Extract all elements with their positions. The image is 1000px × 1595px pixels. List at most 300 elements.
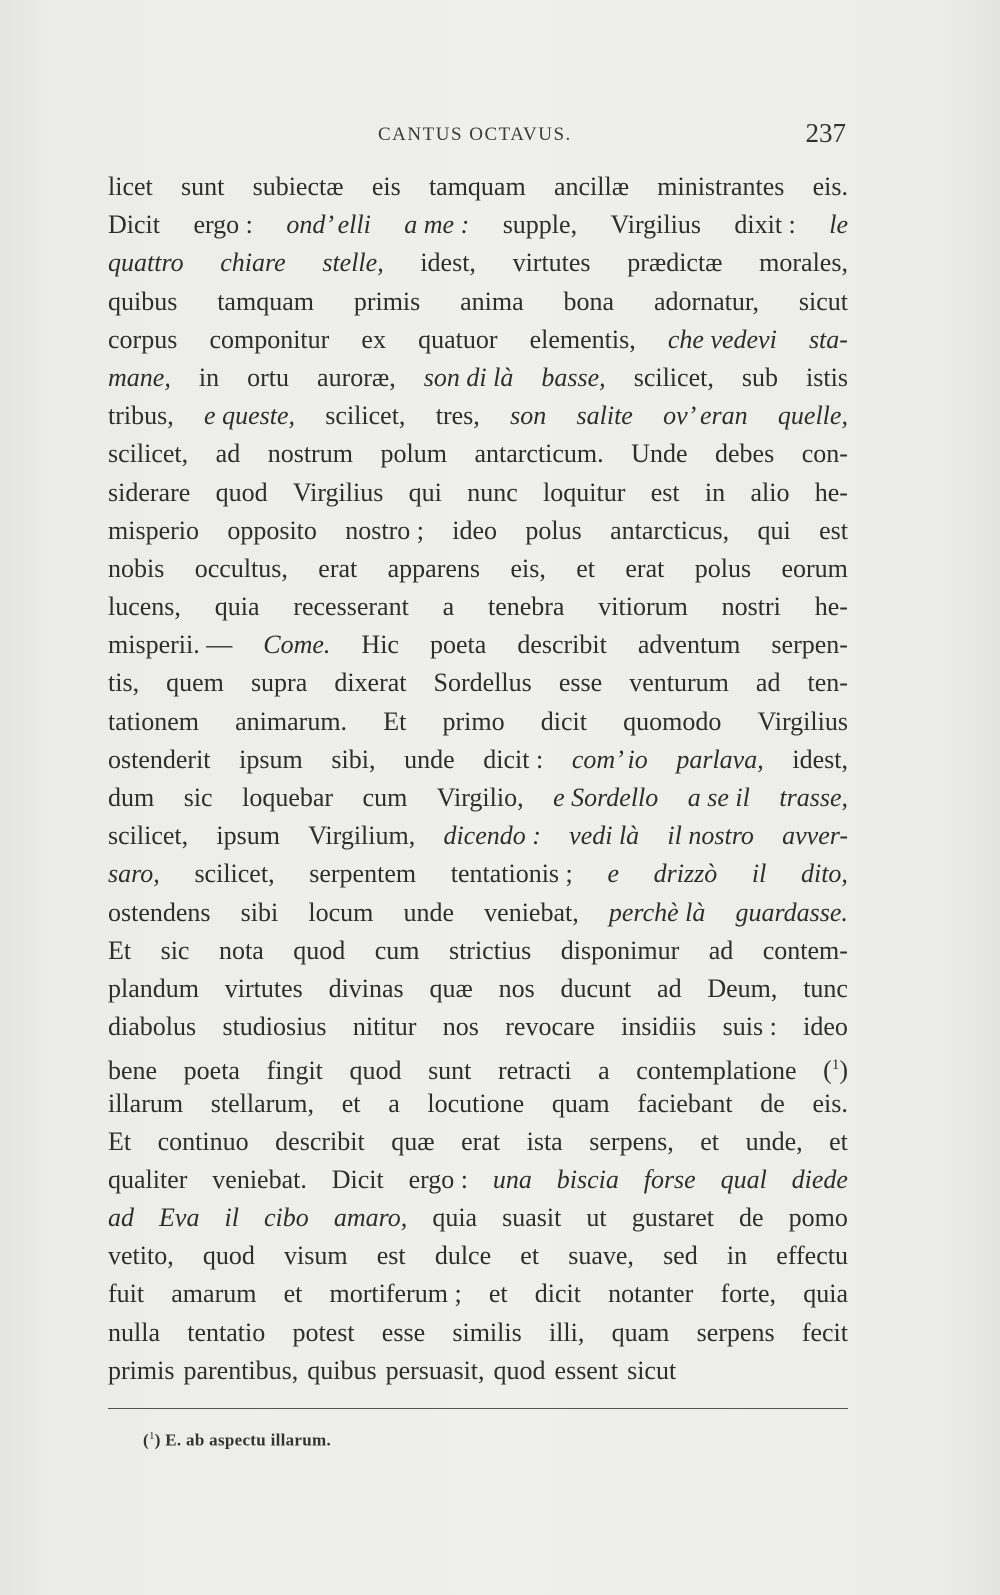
italic-word: drizzò: [653, 859, 718, 889]
word: tentatio: [187, 1317, 266, 1347]
footnote: ($^1$) E. ab aspectu illarum.: [143, 1430, 332, 1450]
word: Et: [383, 706, 407, 736]
word: primis: [108, 1355, 175, 1385]
word: veniebat,: [484, 897, 579, 927]
word: essent: [554, 1355, 619, 1385]
word: qui: [408, 477, 442, 507]
word: ad: [708, 935, 734, 965]
running-head: CANTUS OCTAVUS.: [378, 124, 572, 145]
italic-word: dicendo :: [443, 821, 541, 851]
text-line: [108, 1161, 848, 1199]
word: stellarum,: [210, 1088, 315, 1118]
word: diabolus: [108, 1012, 197, 1042]
word: vitiorum: [598, 592, 688, 622]
word: antarcticum.: [474, 439, 604, 469]
italic-word: stelle,: [322, 248, 384, 278]
word: Dicit: [108, 210, 160, 240]
word: Virgilius: [757, 706, 848, 736]
italic-word: che vedevi: [667, 324, 777, 354]
word: sicut: [798, 286, 848, 316]
word: dicit :: [483, 744, 544, 774]
word: suis :: [722, 1012, 777, 1042]
word: studiosius: [222, 1012, 327, 1042]
word: unde: [404, 744, 455, 774]
word: sunt: [428, 1055, 472, 1085]
word: gustaret: [631, 1203, 714, 1233]
word: scilicet,: [108, 439, 189, 469]
word: Et: [108, 935, 132, 965]
word: tunc: [803, 973, 848, 1003]
word: istis: [806, 362, 848, 392]
word: nititur: [352, 1012, 417, 1042]
word: animarum.: [235, 706, 348, 736]
word: Deum,: [707, 973, 778, 1003]
word: adventum: [637, 630, 741, 660]
word: strictius: [448, 935, 532, 965]
word: et: [829, 1126, 848, 1156]
word: auroræ,: [317, 362, 396, 392]
word: eis.: [812, 172, 848, 201]
footnote-marker: 1: [148, 1430, 155, 1442]
word: morales,: [759, 248, 848, 278]
word: bona: [563, 286, 615, 316]
word: qualiter: [108, 1164, 188, 1194]
word: poeta: [429, 630, 487, 660]
word: serpen-: [771, 630, 848, 660]
word: visum: [284, 1241, 348, 1271]
word: quod: [349, 1055, 402, 1085]
word: fecit: [801, 1317, 848, 1347]
word: parentibus,: [183, 1355, 299, 1385]
word: illarum: [108, 1088, 184, 1118]
italic-word: a se il: [687, 783, 750, 812]
word: ista: [526, 1126, 563, 1156]
text-line: [108, 932, 848, 970]
text-line: [108, 359, 848, 397]
italic-word: parlava,: [676, 744, 764, 774]
italic-word: chiare: [220, 248, 286, 278]
word: contemplatione: [636, 1055, 797, 1085]
italic-word: perchè là: [608, 897, 706, 927]
word: sibi,: [331, 744, 376, 774]
word: quod: [493, 1355, 546, 1385]
word: sicut: [627, 1355, 677, 1385]
word: corpus: [108, 324, 178, 354]
word: serpentem: [309, 859, 417, 889]
word: persuasit,: [385, 1355, 485, 1385]
italic-word: sta-: [808, 324, 848, 354]
word: polus: [525, 515, 582, 545]
word: debes: [715, 439, 775, 469]
word: dixit :: [734, 210, 796, 240]
word: quod: [215, 477, 268, 507]
word: scilicet,: [325, 401, 406, 431]
word: con-: [801, 439, 848, 469]
word: poeta: [183, 1055, 240, 1085]
word: esse: [381, 1317, 426, 1347]
word: sibi: [240, 897, 279, 927]
word: continuo: [157, 1126, 249, 1156]
italic-word: com’ io: [571, 744, 648, 774]
word: eis.: [812, 1088, 848, 1118]
italic-word: cibo: [264, 1203, 309, 1233]
word: ad: [755, 668, 781, 698]
text-line: [108, 1275, 848, 1313]
word: eis,: [510, 553, 546, 583]
word: dulce: [434, 1241, 492, 1271]
word: et: [700, 1126, 720, 1156]
word: unde,: [745, 1126, 803, 1156]
word: a: [598, 1055, 610, 1085]
word: retracti: [497, 1055, 572, 1085]
word: locutione: [427, 1088, 525, 1118]
word: describit: [517, 630, 607, 660]
word: Sordellus: [433, 668, 532, 698]
word: Virgilius: [610, 210, 701, 240]
word: opposito: [227, 515, 317, 545]
italic-word: son di là: [423, 362, 514, 392]
word: loquitur: [543, 477, 626, 507]
italic-word: Come.: [263, 630, 331, 660]
word: erat: [318, 553, 358, 583]
page-header: [108, 118, 848, 154]
word: quibus: [108, 286, 178, 316]
text-line: [108, 970, 848, 1008]
italic-word: qual: [720, 1164, 767, 1194]
word: notanter: [608, 1279, 694, 1309]
word: primis: [353, 286, 421, 316]
italic-word: dito,: [800, 859, 848, 889]
text-line: [108, 1008, 848, 1046]
word: quia: [214, 592, 260, 622]
text-line: [108, 512, 848, 550]
italic-word: diede: [791, 1164, 848, 1194]
word: supple,: [502, 210, 578, 240]
word: illi,: [548, 1317, 585, 1347]
word: quæ: [429, 973, 473, 1003]
text-line: [108, 397, 848, 435]
word: effectu: [776, 1241, 848, 1271]
word: nostrum: [267, 439, 353, 469]
word: quia: [432, 1203, 478, 1233]
italic-word: biscia: [556, 1164, 619, 1194]
word: Hic: [361, 630, 399, 660]
word: dicit: [540, 706, 587, 736]
page-number: 237: [805, 118, 846, 148]
word: dicit: [534, 1279, 581, 1309]
word: eis: [371, 172, 401, 201]
italic-word: mane,: [108, 362, 171, 392]
word: misperii. —: [108, 630, 233, 660]
text-line: [108, 588, 848, 626]
word: quod: [202, 1241, 255, 1271]
word: Dicit: [331, 1164, 384, 1194]
word: qui: [757, 515, 791, 545]
word: tenebra: [487, 592, 565, 622]
word: ex: [361, 324, 386, 354]
word: ergo :: [193, 210, 253, 240]
word: in: [704, 477, 726, 507]
word: tis,: [108, 668, 140, 698]
word: et: [488, 1279, 508, 1309]
word: sub: [741, 362, 778, 392]
word: cum: [362, 783, 408, 812]
word: fuit: [108, 1279, 145, 1309]
word: quam: [551, 1088, 610, 1118]
text-line: [108, 283, 848, 321]
word: ad: [657, 973, 682, 1003]
text-line: [108, 1085, 848, 1123]
italic-word: son: [510, 401, 547, 431]
text-line: [108, 664, 848, 702]
word: prædictæ: [627, 248, 723, 278]
word: disponimur: [560, 935, 680, 965]
word: de: [739, 1203, 764, 1233]
text-line: [108, 1237, 848, 1275]
word: nostro ;: [345, 515, 424, 545]
word: ad: [215, 439, 241, 469]
word: loquebar: [242, 783, 334, 812]
word: ten-: [807, 668, 848, 698]
word: est: [376, 1241, 406, 1271]
word: ducunt: [560, 973, 632, 1003]
word: virtutes: [512, 248, 591, 278]
word: plandum: [108, 973, 199, 1003]
text-line: [108, 703, 848, 741]
word: sic: [183, 783, 213, 812]
word: scilicet,: [633, 362, 714, 392]
text-line: [108, 779, 848, 817]
italic-word: basse,: [541, 362, 606, 392]
word: ipsum: [239, 744, 303, 774]
word: subiectæ: [252, 172, 344, 201]
word: eorum: [781, 553, 848, 583]
word: occultus,: [194, 553, 288, 583]
word: Virgilius: [292, 477, 384, 507]
word: a: [388, 1088, 400, 1118]
italic-word: trasse,: [779, 783, 848, 812]
word: et: [283, 1279, 303, 1309]
word: apparens: [387, 553, 481, 583]
word: Et: [108, 1126, 132, 1156]
word: veniebat.: [212, 1164, 307, 1194]
word: mortiferum ;: [329, 1279, 462, 1309]
text-line: [108, 206, 848, 244]
word: quem: [166, 668, 224, 698]
word: sed: [663, 1241, 698, 1271]
word: Virgilium,: [308, 821, 416, 851]
word: suasit: [502, 1203, 562, 1233]
italic-word: Eva: [159, 1203, 200, 1233]
word: adornatur,: [653, 286, 760, 316]
word: alio: [750, 477, 790, 507]
word: tamquam: [217, 286, 314, 316]
word: ostenderit: [108, 744, 211, 774]
word: erat: [461, 1126, 501, 1156]
word: recesserant: [293, 592, 409, 622]
word: dixerat: [334, 668, 407, 698]
word: nulla: [108, 1317, 160, 1347]
italic-word: e queste,: [204, 401, 295, 431]
word: anima: [460, 286, 524, 316]
text-line: [108, 244, 848, 282]
italic-word: forse: [643, 1164, 696, 1194]
word: ergo :: [408, 1164, 469, 1194]
word: quod: [293, 935, 346, 965]
word: tentationis ;: [450, 859, 573, 889]
word: ancillæ: [553, 172, 630, 201]
word: ideo: [803, 1012, 848, 1042]
body-text: [108, 168, 848, 1390]
italic-word: le: [829, 210, 848, 240]
word: tamquam: [428, 172, 526, 201]
italic-word: il: [751, 859, 767, 889]
italic-word: ov’ eran: [663, 401, 748, 431]
word: pomo: [788, 1203, 848, 1233]
italic-word: il: [224, 1203, 239, 1233]
word: dum: [108, 783, 155, 812]
word: quatuor: [418, 324, 498, 354]
text-line: [108, 321, 848, 359]
word: componitur: [209, 324, 330, 354]
italic-word: quattro: [108, 248, 184, 278]
text-line: [108, 855, 848, 893]
word: est: [819, 515, 848, 545]
italic-word: amaro,: [333, 1203, 408, 1233]
text-line: [108, 626, 848, 664]
italic-word: e: [607, 859, 619, 889]
word: quia: [803, 1279, 848, 1309]
word: primo: [442, 706, 505, 736]
word: vetito,: [108, 1241, 174, 1271]
word: sunt: [181, 172, 225, 201]
italic-word: salite: [576, 401, 633, 431]
word: virtutes: [224, 973, 303, 1003]
word: a: [442, 592, 455, 622]
text-line: [108, 435, 848, 473]
word: tationem: [108, 706, 199, 736]
word: sic: [160, 935, 190, 965]
italic-word: ond’ elli: [286, 210, 371, 240]
text-line: [108, 817, 848, 855]
word: scilicet,: [194, 859, 275, 889]
word: Unde: [631, 439, 688, 469]
word: fingit: [266, 1055, 323, 1085]
word: ortu: [247, 362, 290, 392]
text-line: [108, 1046, 848, 1084]
word: locum: [308, 897, 374, 927]
word: serpens,: [589, 1126, 674, 1156]
text-line: [108, 1123, 848, 1161]
text-line: [108, 1352, 848, 1390]
word: polus: [694, 553, 752, 583]
word: ostendens: [108, 897, 211, 927]
word: serpens: [696, 1317, 775, 1347]
word: idest,: [792, 744, 848, 774]
word: elementis,: [529, 324, 636, 354]
text-line: [108, 1314, 848, 1352]
word: divinas: [328, 973, 404, 1003]
text-line: [108, 168, 848, 206]
word: nos: [498, 973, 535, 1003]
italic-word: quelle,: [777, 401, 848, 431]
word: esse: [558, 668, 603, 698]
word: bene: [108, 1055, 158, 1085]
word: de: [760, 1088, 785, 1118]
word: similis: [452, 1317, 522, 1347]
word: quomodo: [623, 706, 722, 736]
word: quam: [611, 1317, 670, 1347]
word: nunc: [467, 477, 518, 507]
italic-word: a me :: [404, 210, 470, 240]
word: describit: [275, 1126, 365, 1156]
footnote-rule: [108, 1408, 848, 1409]
text-line: [108, 894, 848, 932]
text-line: [108, 474, 848, 512]
word: Virgilio,: [436, 783, 524, 812]
text-line: [108, 550, 848, 588]
word: cum: [374, 935, 420, 965]
word: supra: [250, 668, 308, 698]
word: nostri: [721, 592, 781, 622]
word: forte,: [720, 1279, 777, 1309]
italic-word: saro,: [108, 859, 160, 889]
italic-word: il nostro: [667, 821, 754, 851]
word: potest: [292, 1317, 355, 1347]
italic-word: guardasse.: [735, 897, 848, 927]
word: in: [726, 1241, 748, 1271]
word: suave,: [568, 1241, 634, 1271]
word: licet: [108, 172, 153, 201]
word: amarum: [171, 1279, 257, 1309]
word: misperio: [108, 515, 199, 545]
word: in: [198, 362, 220, 392]
italic-word: avver-: [782, 821, 848, 851]
word: he-: [814, 477, 848, 507]
word: ideo: [452, 515, 498, 545]
text-line: [108, 741, 848, 779]
italic-word: una: [492, 1164, 532, 1194]
word: ipsum: [216, 821, 280, 851]
word: ut: [586, 1203, 607, 1233]
footnote-reference: ($^1$): [823, 1055, 848, 1085]
italic-word: vedi là: [569, 821, 640, 851]
word: et: [520, 1241, 540, 1271]
word: unde: [403, 897, 455, 927]
word: nos: [442, 1012, 479, 1042]
word: idest,: [420, 248, 476, 278]
word: et: [576, 553, 595, 583]
word: siderare: [108, 477, 191, 507]
word: venturum: [629, 668, 729, 698]
word: est: [650, 477, 680, 507]
word: polum: [380, 439, 447, 469]
word: tribus,: [108, 401, 174, 431]
word: nota: [218, 935, 264, 965]
footnote-text: E. ab aspectu illarum.: [165, 1430, 332, 1450]
word: quæ: [391, 1126, 435, 1156]
word: tres,: [435, 401, 480, 431]
italic-word: ad: [108, 1203, 134, 1233]
word: et: [341, 1088, 361, 1118]
word: lucens,: [108, 592, 181, 622]
text-line: [108, 1199, 848, 1237]
word: revocare: [505, 1012, 595, 1042]
word: scilicet,: [108, 821, 189, 851]
word: nobis: [108, 553, 165, 583]
word: antarcticus,: [610, 515, 730, 545]
word: quibus: [307, 1355, 377, 1385]
